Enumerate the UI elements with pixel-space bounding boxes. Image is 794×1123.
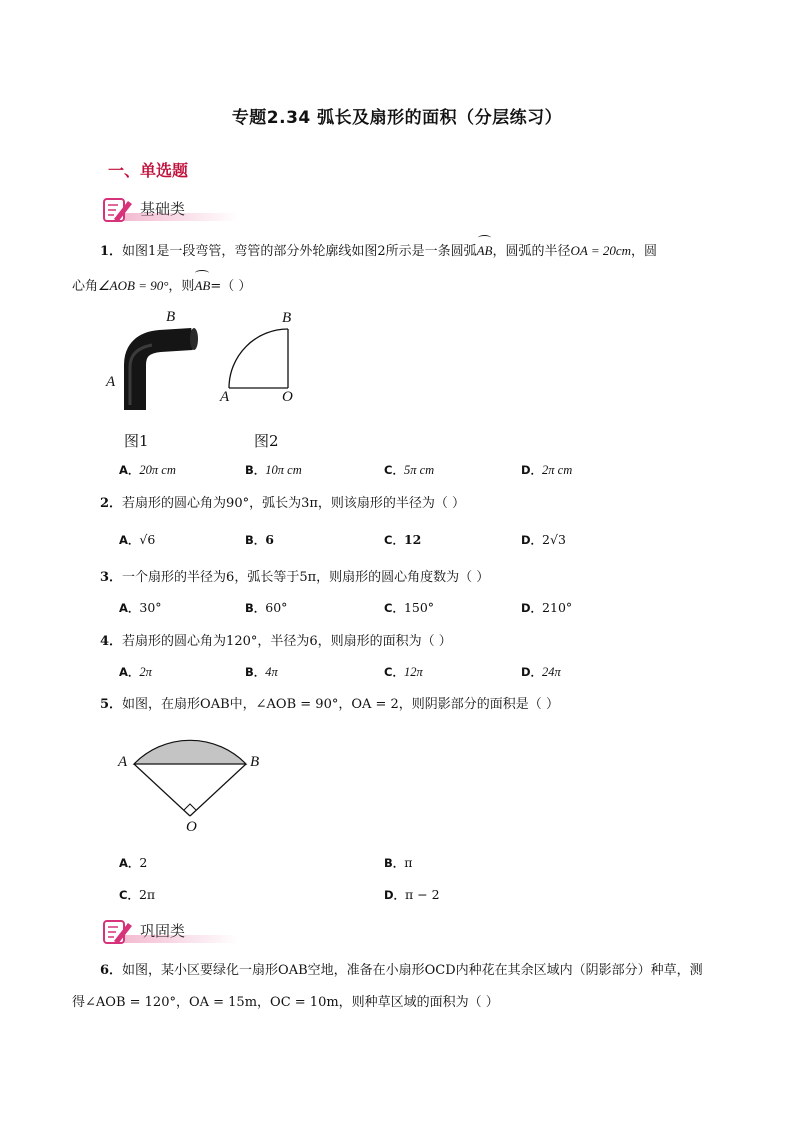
option-d[interactable]: D．24π bbox=[521, 665, 561, 679]
question-number: 6． bbox=[100, 963, 123, 978]
arc-symbol: AB bbox=[194, 273, 210, 298]
point-label: O bbox=[186, 819, 197, 835]
page-title: 专题2.34 弧长及扇形的面积（分层练习） bbox=[231, 108, 563, 128]
math-expr: OA = 20cm bbox=[570, 243, 632, 258]
question-text: 如图，在扇形OAB中，∠AOB = 90°，OA = 2，则阴影部分的面积是（ ） bbox=[122, 697, 559, 712]
point-label: B bbox=[166, 309, 176, 325]
question-text: 心角 bbox=[72, 279, 99, 294]
question-text: 如图1是一段弯管，弯管的部分外轮廓线如图2所示是一条圆弧 bbox=[122, 244, 477, 259]
option-a[interactable]: A．30° bbox=[119, 600, 162, 615]
question-1 bbox=[100, 238, 750, 264]
option-d[interactable]: D．2√3 bbox=[521, 532, 566, 547]
point-label: A bbox=[220, 389, 230, 405]
option-a[interactable]: A．20π cm bbox=[119, 463, 176, 477]
question-1-line2 bbox=[72, 273, 722, 299]
option-b[interactable]: B．4π bbox=[245, 665, 278, 679]
point-label: A bbox=[118, 754, 128, 770]
question-text: ，圆 bbox=[631, 244, 658, 259]
question-5 bbox=[100, 692, 750, 717]
option-c[interactable]: C．5π cm bbox=[384, 463, 435, 477]
question-number: 2． bbox=[100, 496, 123, 511]
question-6-line2 bbox=[72, 990, 722, 1015]
question-number: 3． bbox=[100, 570, 123, 585]
point-label: A bbox=[106, 374, 116, 390]
question-number: 5． bbox=[100, 697, 123, 712]
question-6 bbox=[100, 958, 740, 983]
question-4 bbox=[100, 629, 750, 654]
question-text: 若扇形的圆心角为120°，半径为6，则扇形的面积为（ ） bbox=[122, 634, 452, 649]
category-basic bbox=[100, 193, 240, 223]
question-number: 4． bbox=[100, 634, 123, 649]
option-d[interactable]: D．π − 2 bbox=[384, 887, 440, 902]
option-b[interactable]: B．60° bbox=[245, 600, 288, 615]
option-d[interactable]: D．210° bbox=[521, 600, 573, 615]
arc-symbol: AB bbox=[477, 238, 493, 263]
option-d[interactable]: D．2π cm bbox=[521, 463, 573, 477]
question-text: 一个扇形的半径为6，弧长等于5π，则扇形的圆心角度数为（ ） bbox=[122, 570, 490, 585]
question-number: 1． bbox=[100, 244, 123, 259]
option-c[interactable]: C．12 bbox=[384, 532, 422, 547]
point-label: O bbox=[282, 389, 293, 405]
option-c[interactable]: C．2π bbox=[119, 887, 156, 902]
question-3 bbox=[100, 565, 750, 590]
category-consolidate bbox=[100, 915, 240, 945]
option-b[interactable]: B．π bbox=[384, 855, 413, 870]
option-b[interactable]: B．6 bbox=[245, 532, 274, 547]
question-text: =（ ） bbox=[210, 279, 252, 294]
question-text: 得∠AOB = 120°，OA = 15m，OC = 10m，则种草区域的面积为（ ） bbox=[72, 995, 499, 1010]
bent-pipe-figure bbox=[100, 305, 220, 425]
option-b[interactable]: B．10π cm bbox=[245, 463, 302, 477]
math-expr: ∠AOB = 90° bbox=[98, 278, 169, 293]
option-a[interactable]: A．√6 bbox=[119, 532, 156, 547]
point-label: B bbox=[250, 754, 260, 770]
option-c[interactable]: C．12π bbox=[384, 665, 423, 679]
question-text: ，圆弧的半径 bbox=[492, 244, 571, 259]
question-text: 若扇形的圆心角为90°，弧长为3π，则该扇形的半径为（ ） bbox=[122, 496, 466, 511]
question-text: 如图，某小区要绿化一扇形OAB空地，准备在小扇形OCD内种花在其余区域内（阴影部分）种草，测 bbox=[122, 963, 703, 978]
point-label: B bbox=[282, 310, 292, 326]
option-a[interactable]: A．2π bbox=[119, 665, 152, 679]
section-heading: 一、单选题 bbox=[108, 161, 189, 180]
category-label: 基础类 bbox=[140, 200, 186, 218]
question-2 bbox=[100, 491, 750, 516]
question-text: ，则 bbox=[168, 279, 195, 294]
figure-caption: 图1 bbox=[124, 432, 149, 450]
shaded-segment-figure bbox=[128, 730, 258, 822]
figure-caption: 图2 bbox=[254, 432, 279, 450]
quarter-arc-figure bbox=[225, 325, 295, 395]
category-label: 巩固类 bbox=[140, 922, 186, 940]
option-a[interactable]: A．2 bbox=[119, 855, 148, 870]
option-c[interactable]: C．150° bbox=[384, 600, 435, 615]
